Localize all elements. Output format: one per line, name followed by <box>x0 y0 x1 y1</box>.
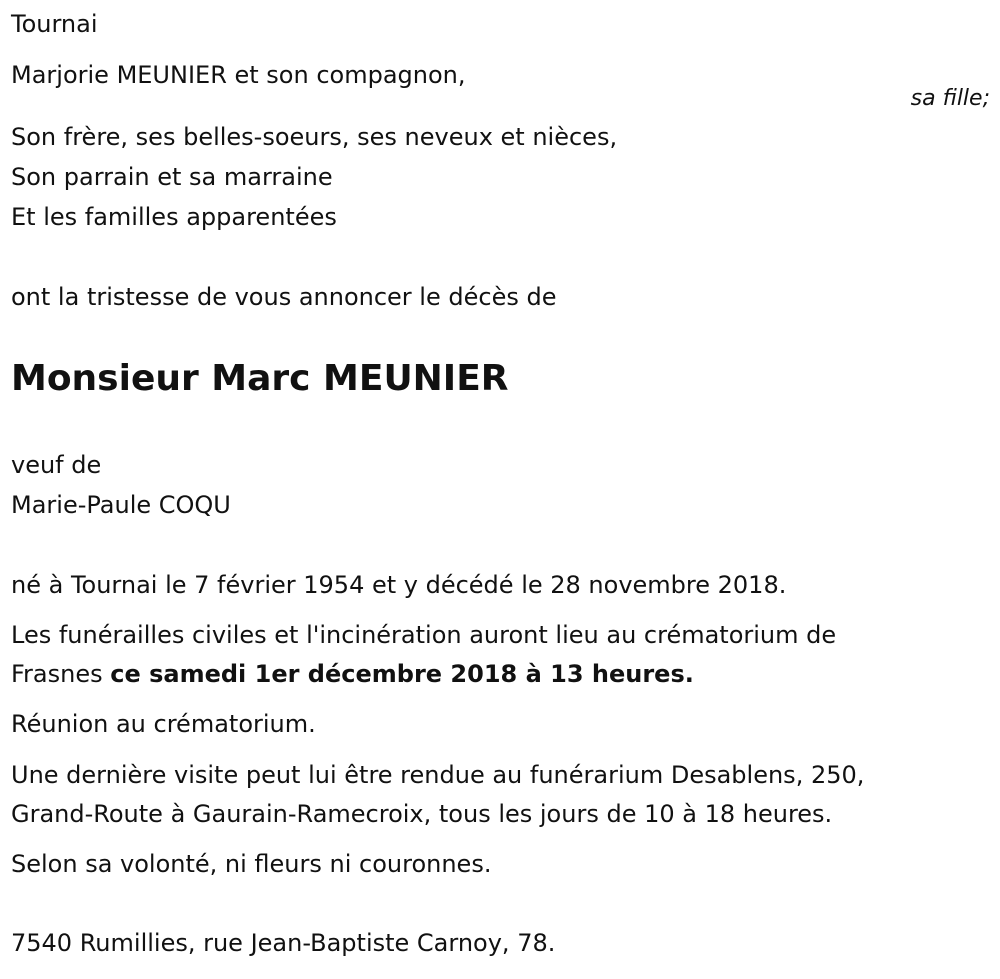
widow-status: veuf de <box>11 451 102 479</box>
city: Tournai <box>11 10 98 38</box>
flowers-text: Selon sa volonté, ni fleurs ni couronnes. <box>11 850 492 878</box>
funeral-place: Frasnes <box>11 660 111 688</box>
spouse-name: Marie-Paule COQU <box>11 491 231 519</box>
funeral-paragraph <box>11 616 836 694</box>
family-line-daughter: Marjorie MEUNIER et son compagnon, <box>11 61 466 89</box>
funeral-date: ce samedi 1er décembre 2018 à 13 heures. <box>110 660 694 688</box>
address-text: 7540 Rumillies, rue Jean-Baptiste Carnoy, 78. <box>11 929 556 957</box>
funeral-line-1: Les funérailles civiles et l'incinération auront lieu au crématorium de <box>11 621 837 649</box>
announcement-text: ont la tristesse de vous annoncer le décès de <box>11 283 557 311</box>
relation-label: sa fille; <box>910 86 990 111</box>
visit-paragraph <box>11 756 864 834</box>
funeral-line-2 <box>11 655 836 694</box>
family-line-godparents: Son parrain et sa marraine <box>11 163 333 191</box>
visit-line-1: Une dernière visite peut lui être rendue au funérarium Desablens, 250, <box>11 761 865 789</box>
birth-death-text: né à Tournai le 7 février 1954 et y décédé le 28 novembre 2018. <box>11 571 787 599</box>
visit-line-2: Grand-Route à Gaurain-Ramecroix, tous les jours de 10 à 18 heures. <box>11 800 833 828</box>
family-line-relatives: Et les familles apparentées <box>11 203 337 231</box>
family-line-siblings: Son frère, ses belles-soeurs, ses neveux et nièces, <box>11 123 618 151</box>
deceased-name: Monsieur Marc MEUNIER <box>11 358 509 399</box>
meeting-text: Réunion au crématorium. <box>11 710 316 738</box>
